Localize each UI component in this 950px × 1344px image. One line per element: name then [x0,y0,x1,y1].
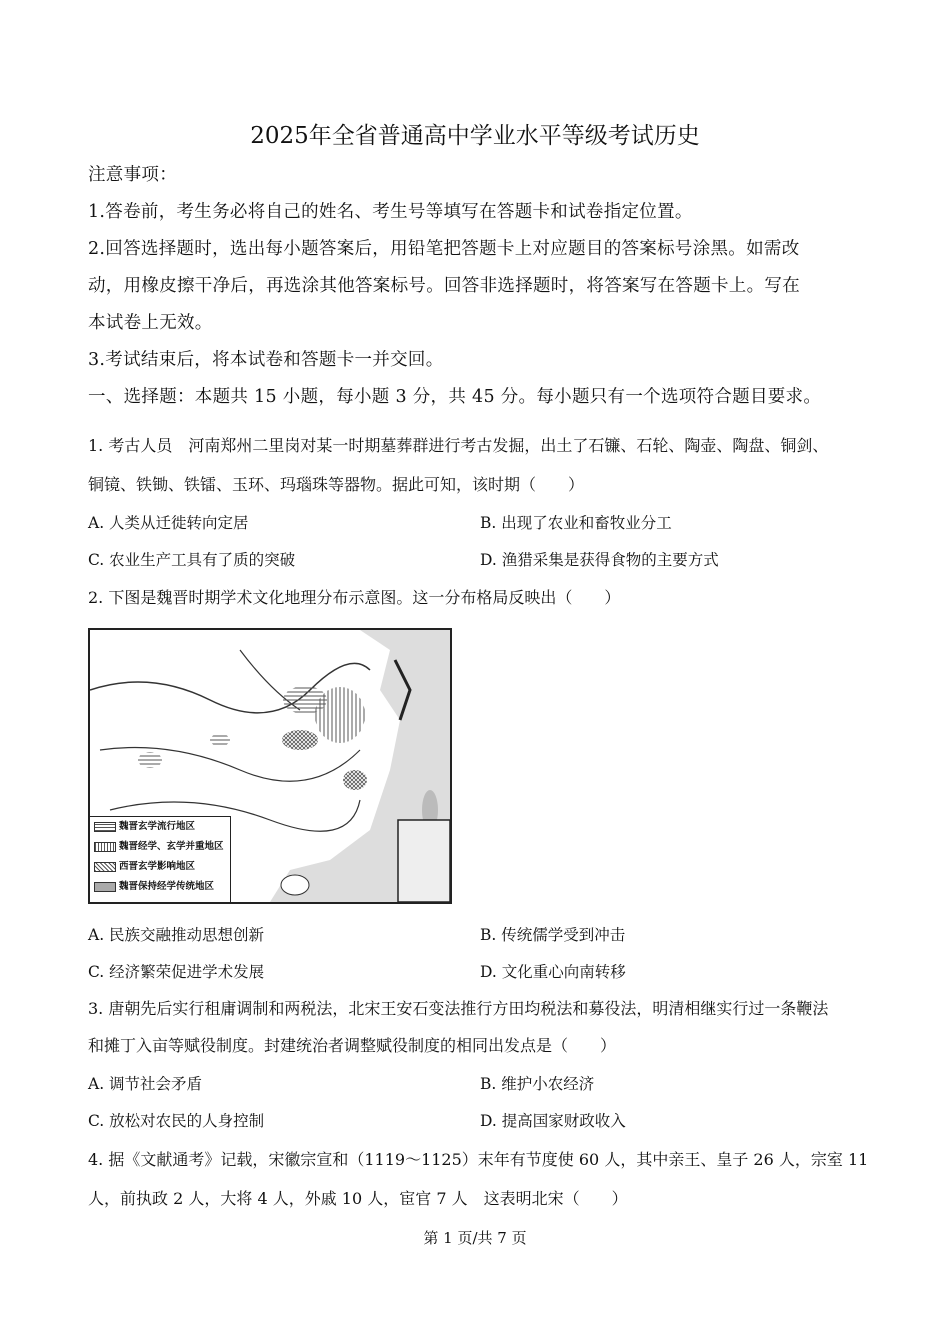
question-4-stem: 人，前执政 2 人，大将 4 人，外戚 10 人，宦官 7 人 这表明北宋（ ） [88,1189,628,1208]
option-b: B. 出现了农业和畜牧业分工 [480,514,672,532]
question-4-stem: 4. 据《文献通考》记载，宋徽宗宣和（1119～1125）末年有节度使 60 人，其中亲王、皇子 26 人，宗室 11 [88,1150,869,1169]
option-c: C. 放松对农民的人身控制 [88,1112,265,1130]
option-c: C. 农业生产工具有了质的突破 [88,551,296,569]
legend-item [90,817,230,837]
legend-item [90,837,230,857]
page-footer: 第 1 页/共 7 页 [423,1229,527,1247]
notice-line: 1.答卷前，考生务必将自己的姓名、考生号等填写在答题卡和试卷指定位置。 [88,202,693,222]
option-d: D. 文化重心向南转移 [480,963,626,981]
legend-item [90,877,230,897]
wei-jin-academic-map [88,628,452,904]
legend-item [90,857,230,877]
question-1-stem: 1. 考古人员 河南郑州二里岗对某一时期墓葬群进行考古发掘，出土了石镰、石轮、陶壶、陶盘、铜剑、 [88,436,829,455]
option-d: D. 提高国家财政收入 [480,1112,626,1130]
option-a: A. 人类从迁徙转向定居 [88,514,249,532]
option-a: A. 调节社会矛盾 [88,1075,203,1093]
notice-line: 2.回答选择题时，选出每小题答案后，用铅笔把答题卡上对应题目的答案标号涂黑。如需改 [88,239,800,259]
option-b: B. 维护小农经济 [480,1075,595,1093]
legend-label: 魏晋经学、玄学并重地区 [119,841,224,852]
legend-label: 西晋玄学影响地区 [119,861,196,872]
section-heading: 一、选择题：本题共 15 小题，每小题 3 分，共 45 分。每小题只有一个选项符合题目要求。 [88,387,822,407]
option-a: A. 民族交融推动思想创新 [88,926,265,944]
question-1-stem: 铜镜、铁锄、铁镭、玉环、玛瑙珠等器物。据此可知，该时期（ ） [88,475,585,494]
map-legend [90,816,231,902]
option-b: B. 传统儒学受到冲击 [480,926,626,944]
legend-label: 魏晋玄学流行地区 [119,821,196,832]
notice-line: 本试卷上无效。 [88,313,213,333]
notice-heading: 注意事项： [88,165,177,185]
option-c: C. 经济繁荣促进学术发展 [88,963,265,981]
page-title: 2025年全省普通高中学业水平等级考试历史 [250,123,700,149]
notice-line: 3.考试结束后，将本试卷和答题卡一并交回。 [88,350,444,370]
option-d: D. 渔猎采集是获得食物的主要方式 [480,551,719,569]
question-2-stem: 2. 下图是魏晋时期学术文化地理分布示意图。这一分布格局反映出（ ） [88,588,621,607]
question-3-stem: 和摊丁入亩等赋役制度。封建统治者调整赋役制度的相同出发点是（ ） [88,1036,617,1055]
legend-label: 魏晋保持经学传统地区 [119,881,215,892]
notice-line: 动，用橡皮擦干净后，再选涂其他答案标号。回答非选择题时，将答案写在答题卡上。写在 [88,276,800,296]
question-3-stem: 3. 唐朝先后实行租庸调制和两税法，北宋王安石变法推行方田均税法和募役法，明清相继实行过一条鞭法 [88,999,829,1018]
